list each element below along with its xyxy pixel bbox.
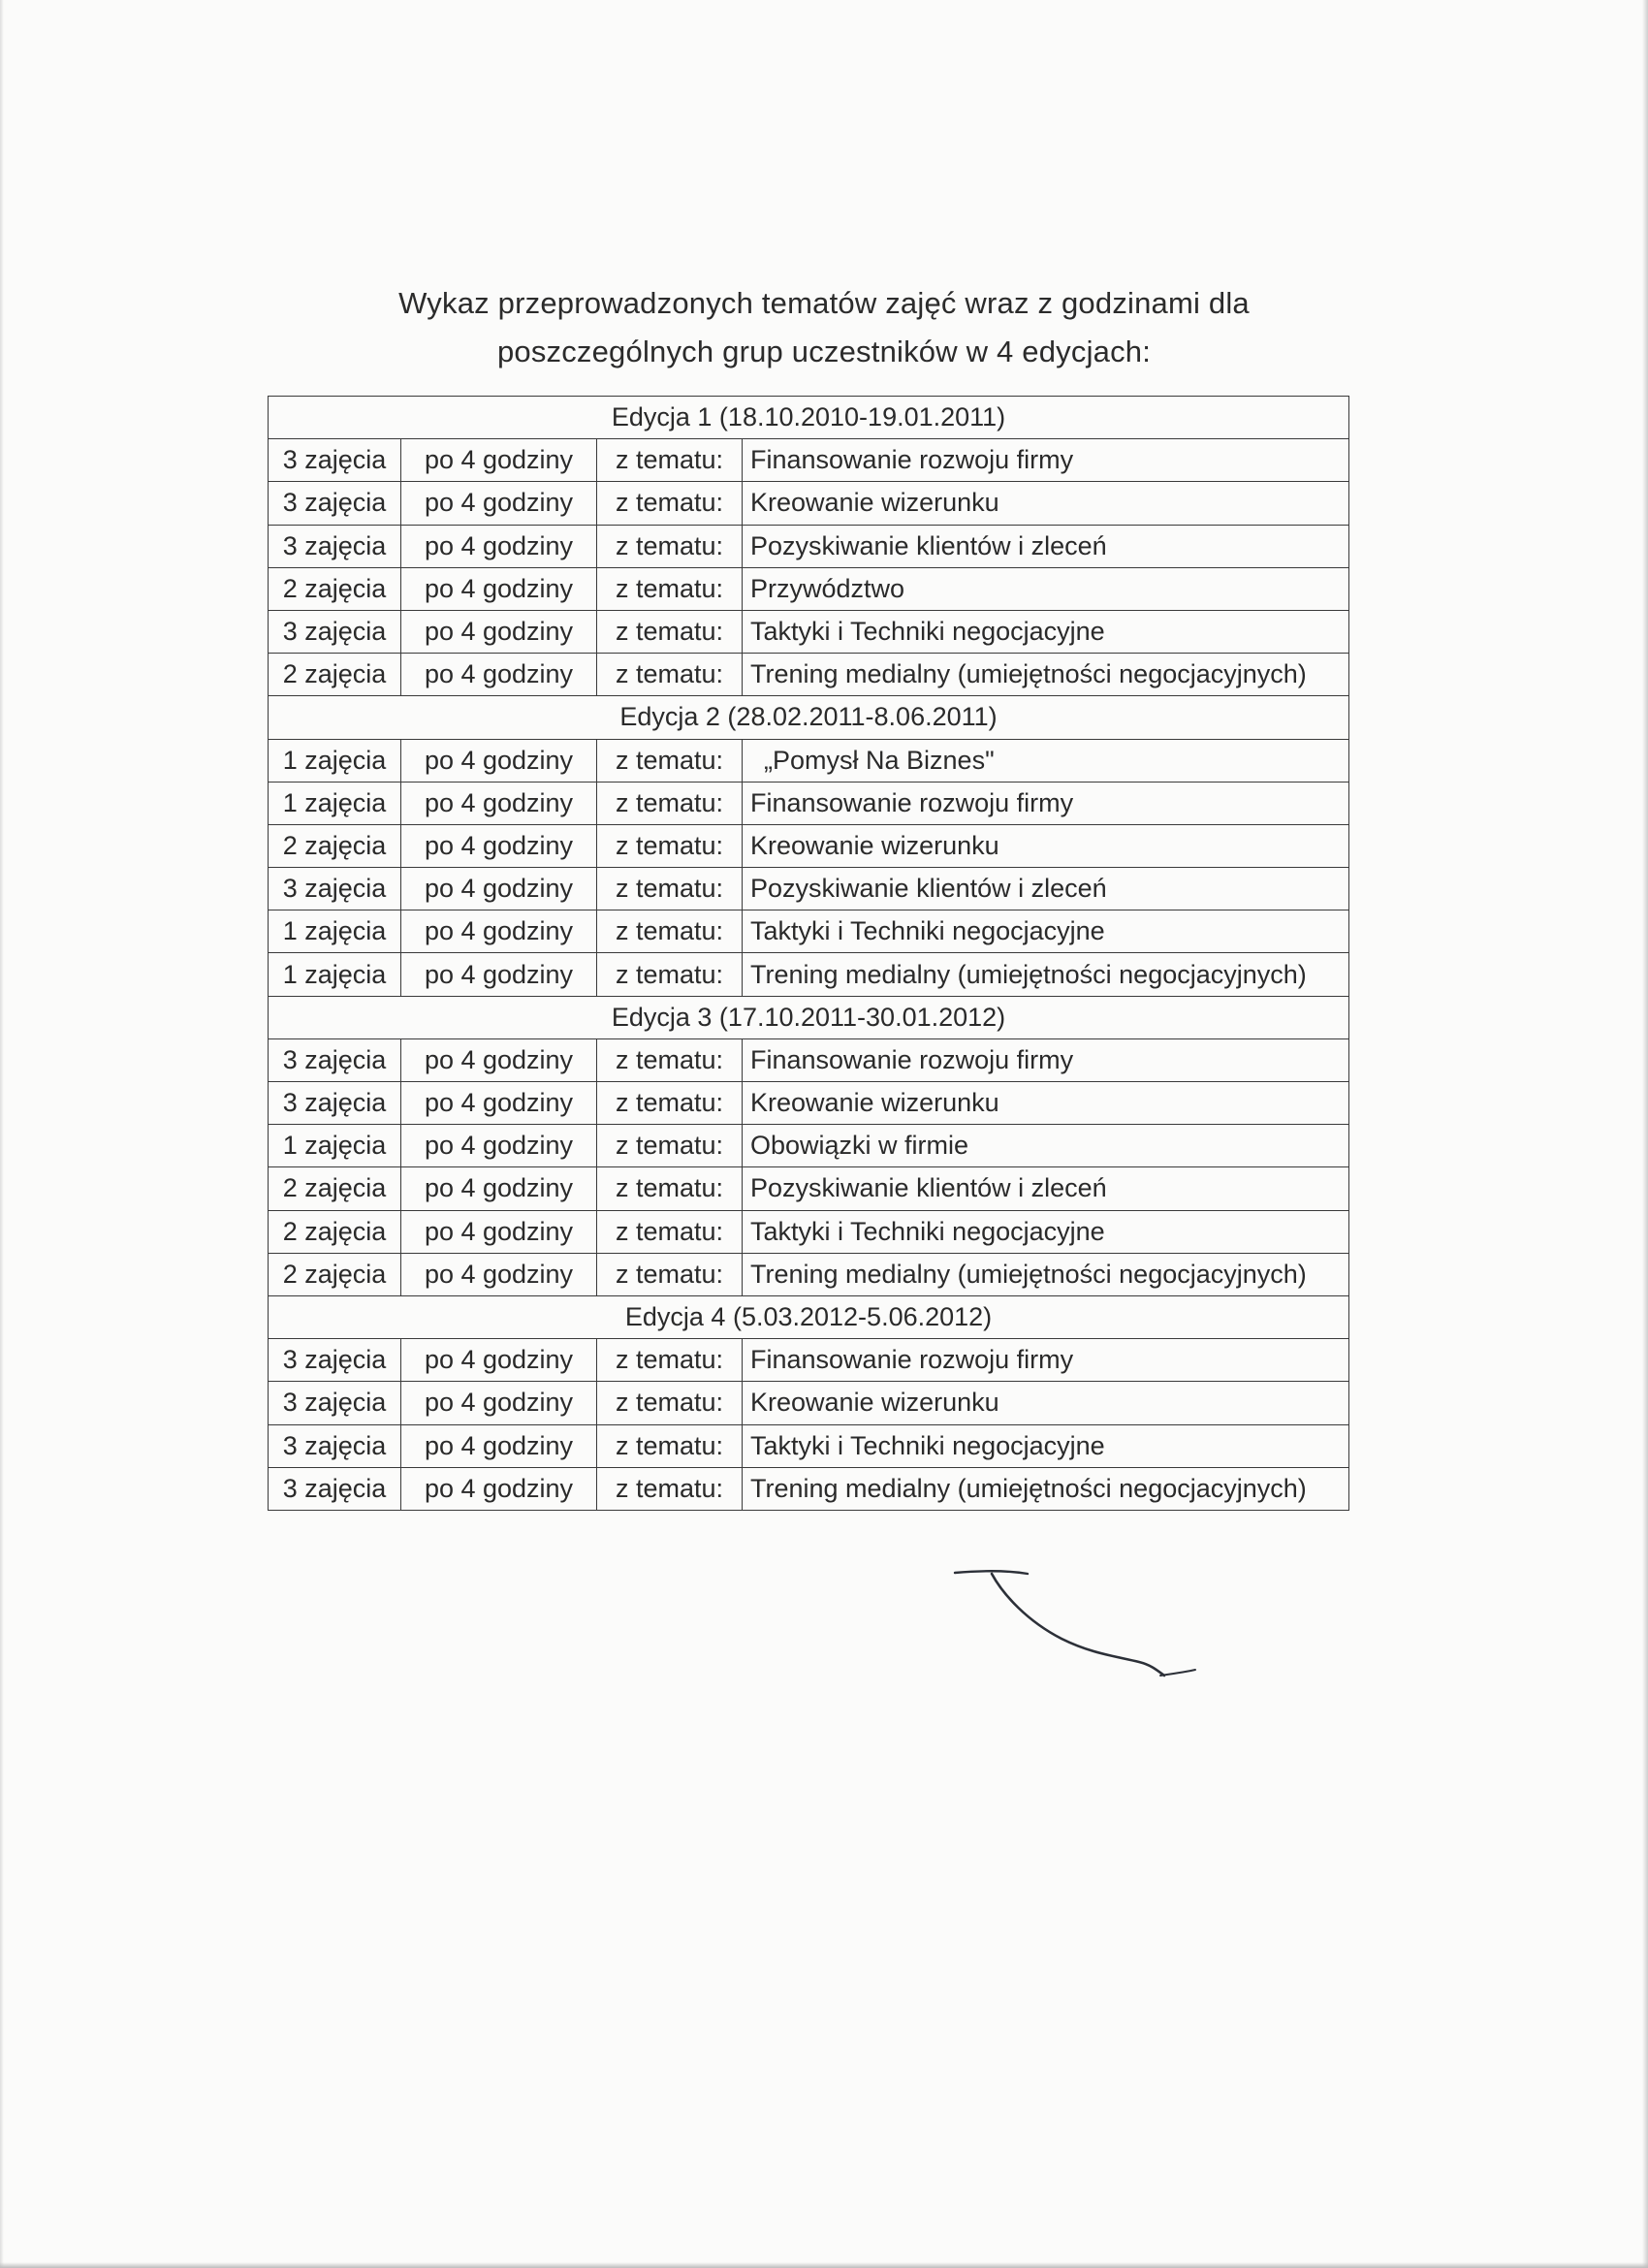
session-count: 3 zajęcia — [269, 1038, 401, 1081]
topic-label: z tematu: — [597, 610, 743, 653]
table-row — [269, 1424, 1349, 1467]
session-count: 1 zajęcia — [269, 1125, 401, 1167]
scan-edge-bottom — [0, 2262, 1648, 2268]
table-row — [269, 610, 1349, 653]
topic-label: z tematu: — [597, 1382, 743, 1424]
session-count: 2 zajęcia — [269, 567, 401, 610]
session-count: 2 zajęcia — [269, 1167, 401, 1210]
topic-label: z tematu: — [597, 525, 743, 567]
topic-name: Pozyskiwanie klientów i zleceń — [743, 525, 1349, 567]
topic-name: Trening medialny (umiejętności negocjacyjnych) — [743, 953, 1349, 996]
session-hours: po 4 godziny — [401, 1253, 597, 1295]
topic-name: Trening medialny (umiejętności negocjacyjnych) — [743, 1467, 1349, 1510]
topic-name: Taktyki i Techniki negocjacyjne — [743, 910, 1349, 953]
session-hours: po 4 godziny — [401, 782, 597, 824]
table-row — [269, 482, 1349, 525]
table-row — [269, 1125, 1349, 1167]
schedule-table-body — [269, 397, 1349, 1511]
topic-name: Taktyki i Techniki negocjacyjne — [743, 1424, 1349, 1467]
topic-label: z tematu: — [597, 782, 743, 824]
table-row — [269, 868, 1349, 910]
table-row — [269, 824, 1349, 867]
session-count: 1 zajęcia — [269, 953, 401, 996]
topic-name: Trening medialny (umiejętności negocjacyjnych) — [743, 654, 1349, 696]
topic-name: Trening medialny (umiejętności negocjacyjnych) — [743, 1253, 1349, 1295]
edition-heading-row — [269, 996, 1349, 1038]
topic-label: z tematu: — [597, 1424, 743, 1467]
session-hours: po 4 godziny — [401, 953, 597, 996]
edition-heading-row — [269, 696, 1349, 739]
session-hours: po 4 godziny — [401, 739, 597, 782]
session-count: 2 zajęcia — [269, 824, 401, 867]
session-hours: po 4 godziny — [401, 654, 597, 696]
session-hours: po 4 godziny — [401, 910, 597, 953]
table-row — [269, 654, 1349, 696]
topic-label: z tematu: — [597, 1038, 743, 1081]
table-row — [269, 1253, 1349, 1295]
edition-heading: Edycja 1 (18.10.2010-19.01.2011) — [269, 397, 1349, 439]
signature-stroke-curve — [992, 1574, 1164, 1676]
table-row — [269, 1167, 1349, 1210]
session-hours: po 4 godziny — [401, 525, 597, 567]
topic-label: z tematu: — [597, 1082, 743, 1125]
topic-name: Taktyki i Techniki negocjacyjne — [743, 1210, 1349, 1253]
table-row — [269, 782, 1349, 824]
session-count: 3 zajęcia — [269, 439, 401, 482]
session-hours: po 4 godziny — [401, 1424, 597, 1467]
title-line-1: Wykaz przeprowadzonych tematów zajęć wraz z godzinami dla — [398, 286, 1250, 320]
session-hours: po 4 godziny — [401, 610, 597, 653]
topic-label: z tematu: — [597, 1210, 743, 1253]
session-count: 2 zajęcia — [269, 654, 401, 696]
table-row — [269, 1382, 1349, 1424]
table-row — [269, 953, 1349, 996]
topic-label: z tematu: — [597, 910, 743, 953]
session-hours: po 4 godziny — [401, 1082, 597, 1125]
edition-heading: Edycja 3 (17.10.2011-30.01.2012) — [269, 996, 1349, 1038]
topic-name: Kreowanie wizerunku — [743, 824, 1349, 867]
edition-heading: Edycja 4 (5.03.2012-5.06.2012) — [269, 1295, 1349, 1338]
session-count: 3 zajęcia — [269, 1382, 401, 1424]
session-hours: po 4 godziny — [401, 1167, 597, 1210]
table-row — [269, 1210, 1349, 1253]
topic-name: Taktyki i Techniki negocjacyjne — [743, 610, 1349, 653]
table-row — [269, 1082, 1349, 1125]
session-count: 3 zajęcia — [269, 1424, 401, 1467]
session-count: 2 zajęcia — [269, 1210, 401, 1253]
title-line-2: poszczególnych grup uczestników w 4 edycjach: — [496, 335, 1152, 368]
session-hours: po 4 godziny — [401, 1125, 597, 1167]
session-count: 1 zajęcia — [269, 739, 401, 782]
topic-name: Finansowanie rozwoju firmy — [743, 1038, 1349, 1081]
session-hours: po 4 godziny — [401, 1038, 597, 1081]
table-row — [269, 439, 1349, 482]
topic-name: „Pomysł Na Biznes" — [743, 739, 1349, 782]
session-count: 1 zajęcia — [269, 910, 401, 953]
table-row — [269, 1467, 1349, 1510]
topic-name: Finansowanie rozwoju firmy — [743, 782, 1349, 824]
topic-label: z tematu: — [597, 482, 743, 525]
table-row — [269, 910, 1349, 953]
topic-label: z tematu: — [597, 1167, 743, 1210]
table-row — [269, 525, 1349, 567]
topic-name: Pozyskiwanie klientów i zleceń — [743, 868, 1349, 910]
topic-label: z tematu: — [597, 739, 743, 782]
topic-label: z tematu: — [597, 1339, 743, 1382]
edition-heading-row — [269, 397, 1349, 439]
schedule-table — [268, 396, 1349, 1511]
session-hours: po 4 godziny — [401, 482, 597, 525]
table-row — [269, 1038, 1349, 1081]
topic-name: Przywództwo — [743, 567, 1349, 610]
session-count: 3 zajęcia — [269, 868, 401, 910]
topic-label: z tematu: — [597, 439, 743, 482]
table-row — [269, 1339, 1349, 1382]
session-count: 3 zajęcia — [269, 1467, 401, 1510]
topic-label: z tematu: — [597, 868, 743, 910]
topic-label: z tematu: — [597, 1467, 743, 1510]
edition-heading-row — [269, 1295, 1349, 1338]
session-hours: po 4 godziny — [401, 824, 597, 867]
signature-icon — [935, 1561, 1197, 1687]
session-hours: po 4 godziny — [401, 1467, 597, 1510]
session-count: 2 zajęcia — [269, 1253, 401, 1295]
topic-label: z tematu: — [597, 953, 743, 996]
topic-name: Finansowanie rozwoju firmy — [743, 1339, 1349, 1382]
edition-heading: Edycja 2 (28.02.2011-8.06.2011) — [269, 696, 1349, 739]
topic-label: z tematu: — [597, 1253, 743, 1295]
session-count: 3 zajęcia — [269, 482, 401, 525]
session-hours: po 4 godziny — [401, 1382, 597, 1424]
session-count: 3 zajęcia — [269, 1082, 401, 1125]
session-count: 3 zajęcia — [269, 610, 401, 653]
session-count: 3 zajęcia — [269, 525, 401, 567]
session-hours: po 4 godziny — [401, 567, 597, 610]
topic-name: Kreowanie wizerunku — [743, 1382, 1349, 1424]
session-hours: po 4 godziny — [401, 439, 597, 482]
topic-label: z tematu: — [597, 567, 743, 610]
session-count: 1 zajęcia — [269, 782, 401, 824]
topic-label: z tematu: — [597, 654, 743, 696]
session-hours: po 4 godziny — [401, 868, 597, 910]
topic-name: Kreowanie wizerunku — [743, 1082, 1349, 1125]
page-title — [0, 279, 1648, 376]
table-row — [269, 739, 1349, 782]
signature-stroke-tail — [1160, 1670, 1195, 1676]
session-count: 3 zajęcia — [269, 1339, 401, 1382]
session-hours: po 4 godziny — [401, 1339, 597, 1382]
topic-label: z tematu: — [597, 824, 743, 867]
session-hours: po 4 godziny — [401, 1210, 597, 1253]
topic-name: Finansowanie rozwoju firmy — [743, 439, 1349, 482]
topic-name: Kreowanie wizerunku — [743, 482, 1349, 525]
topic-name: Pozyskiwanie klientów i zleceń — [743, 1167, 1349, 1210]
table-row — [269, 567, 1349, 610]
topic-label: z tematu: — [597, 1125, 743, 1167]
topic-name: Obowiązki w firmie — [743, 1125, 1349, 1167]
